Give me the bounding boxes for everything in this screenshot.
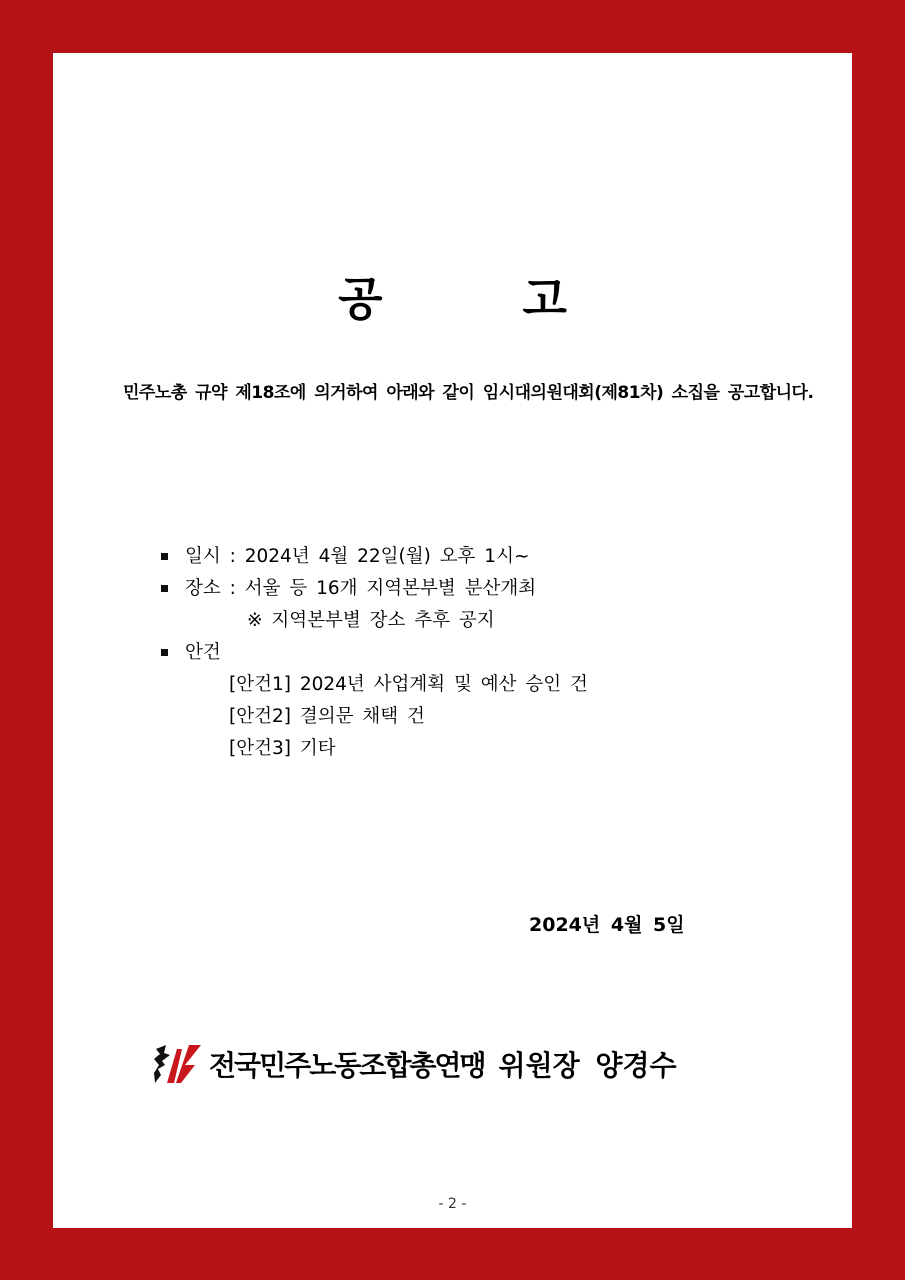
bullet-square-icon: [161, 649, 168, 656]
announcement-intro: 민주노총 규약 제18조에 의거하여 아래와 같이 임시대의원대회(제81차) 소집을 공고합니다.: [123, 383, 814, 403]
agenda-label: 안건: [185, 642, 221, 663]
schedule-item: [161, 541, 588, 573]
signature-block: [151, 1041, 677, 1087]
page-number: - 2 -: [438, 1196, 467, 1212]
bullet-square-icon: [161, 585, 168, 592]
document-page: [53, 53, 852, 1228]
venue-item: [161, 573, 588, 605]
page-title: [53, 263, 852, 329]
agenda-entry-3: [안건3] 기타: [229, 738, 336, 759]
agenda-entry-2: [안건2] 결의문 채택 건: [229, 706, 425, 727]
agenda-entry-1: [안건1] 2024년 사업계획 및 예산 승인 건: [229, 674, 588, 695]
title-char-1: 공: [338, 272, 383, 326]
bullet-square-icon: [161, 553, 168, 560]
title-char-2: 고: [522, 272, 567, 326]
kctu-logo-icon: [151, 1043, 203, 1085]
venue-note: ※ 지역본부별 장소 추후 공지: [247, 610, 495, 631]
agenda-item: [161, 637, 588, 669]
meeting-details: [161, 541, 588, 765]
announcement-date: 2024년 4월 5일: [529, 914, 685, 936]
chair-name: 위원장 양경수: [498, 1049, 677, 1082]
schedule-text: 일시 : 2024년 4월 22일(월) 오후 1시~: [185, 546, 530, 567]
organization-name: 전국민주노동조합총연맹: [209, 1049, 485, 1082]
venue-text: 장소 : 서울 등 16개 지역본부별 분산개최: [185, 578, 537, 599]
